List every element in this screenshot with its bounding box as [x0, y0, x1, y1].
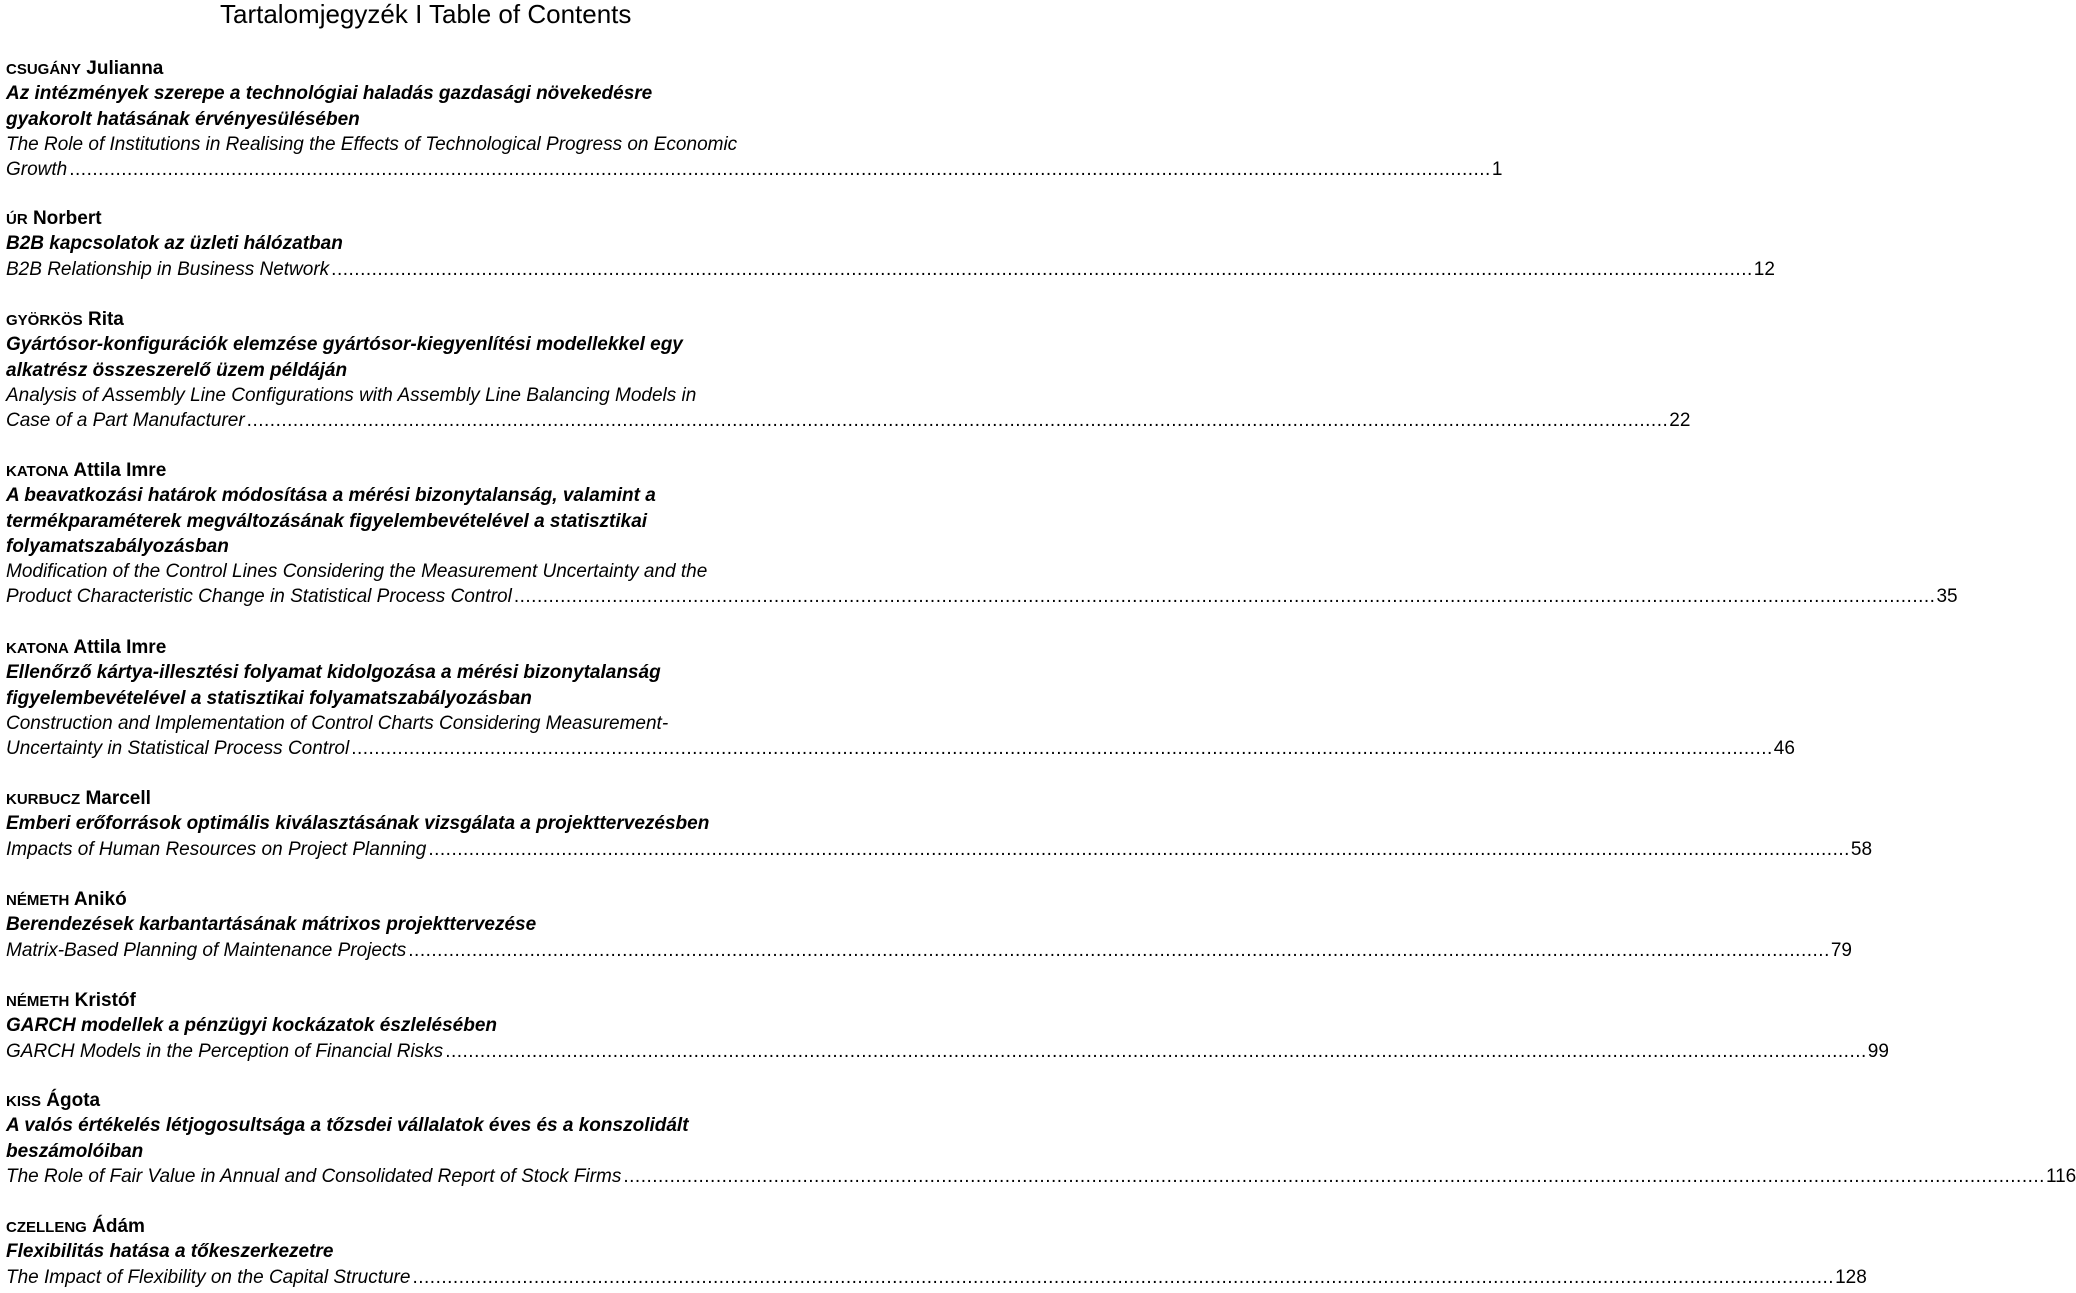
dot-leader: ......................................................................................................................................................................................................................................................	[428, 838, 1850, 860]
hungarian-title-line: Flexibilitás hatása a tőkeszerkezetre	[6, 1241, 334, 1263]
english-title-text: B2B Relationship in Business Network	[6, 258, 330, 280]
hungarian-title-line: alkatrész összeszerelő üzem példáján	[6, 359, 348, 381]
dot-leader: ......................................................................................................................................................................................................................................................	[412, 1266, 1835, 1288]
toc-entry[interactable]	[6, 887, 1852, 963]
hungarian-title-line: Berendezések karbantartásának mátrixos projekttervezése	[6, 914, 537, 936]
toc-entry[interactable]	[6, 786, 1873, 862]
page-number[interactable]: 1	[1491, 159, 1503, 181]
hungarian-title-line: B2B kapcsolatok az üzleti hálózatban	[6, 233, 343, 255]
author-surname: CZELLENG	[6, 1219, 87, 1236]
toc-entry[interactable]	[6, 56, 1503, 182]
english-title-last-line	[6, 1265, 1867, 1290]
author-surname: CSUGÁNY	[6, 61, 82, 78]
page-number[interactable]: 58	[1850, 838, 1873, 860]
toc-author	[6, 1088, 958, 1113]
author-given-name: Attila Imre	[73, 637, 167, 658]
author-surname: KATONA	[6, 463, 69, 480]
english-title-last-line	[6, 837, 1873, 862]
english-title-last-line	[6, 408, 1691, 433]
toc-author	[6, 887, 958, 912]
hungarian-title-line: termékparaméterek megváltozásának figyelembevételével a statisztikai	[6, 510, 648, 532]
english-title-line: Analysis of Assembly Line Configurations with Assembly Line Balancing Models in	[6, 384, 697, 406]
author-surname: GYÖRKÖS	[6, 312, 83, 329]
hungarian-title-line: Gyártósor-konfigurációk elemzése gyártósor-kiegyenlítési modellekkel egy	[6, 334, 683, 356]
english-title-text: Case of a Part Manufacturer	[6, 410, 245, 432]
toc-author	[6, 988, 958, 1013]
dot-leader: ......................................................................................................................................................................................................................................................	[69, 159, 1491, 181]
dot-leader: ......................................................................................................................................................................................................................................................	[331, 258, 1753, 280]
author-given-name: Julianna	[86, 58, 164, 79]
hungarian-title-line: A valós értékelés létjogosultsága a tőzsdei vállalatok éves és a konszolidált	[6, 1115, 689, 1137]
author-given-name: Attila Imre	[73, 460, 167, 481]
page-number[interactable]: 35	[1936, 586, 1958, 608]
english-title-line: The Role of Institutions in Realising the Effects of Technological Progress on Economic	[6, 133, 738, 155]
page-title: Tartalomjegyzék I Table of Contents	[220, 0, 632, 29]
english-title-last-line	[6, 1164, 2076, 1189]
page-number[interactable]: 116	[2045, 1165, 2076, 1187]
english-title-line: Construction and Implementation of Control Charts Considering Measurement-	[6, 712, 669, 734]
hungarian-title-line: figyelembevételével a statisztikai folyamatszabályozásban	[6, 687, 532, 709]
dot-leader: ......................................................................................................................................................................................................................................................	[623, 1165, 2045, 1187]
dot-leader: ......................................................................................................................................................................................................................................................	[408, 939, 1830, 961]
toc-entry[interactable]	[6, 1214, 1867, 1290]
author-surname: ÚR	[6, 211, 28, 228]
dot-leader: ......................................................................................................................................................................................................................................................	[513, 586, 1936, 608]
hungarian-title-line: gyakorolt hatásának érvényesülésében	[6, 108, 360, 130]
toc-author	[6, 56, 958, 81]
hungarian-title-line: Ellenőrző kártya-illesztési folyamat kidolgozása a mérési bizonytalanság	[6, 662, 661, 684]
toc-entry[interactable]	[6, 458, 1958, 610]
english-title-last-line	[6, 938, 1852, 963]
author-given-name: Norbert	[32, 208, 102, 229]
english-title-line: Modification of the Control Lines Considering the Measurement Uncertainty and the	[6, 561, 708, 583]
english-title-text: GARCH Models in the Perception of Financial Risks	[6, 1040, 444, 1062]
page-number[interactable]: 79	[1830, 939, 1852, 961]
page-number[interactable]: 128	[1835, 1266, 1867, 1288]
english-title-text: The Role of Fair Value in Annual and Consolidated Report of Stock Firms	[6, 1165, 622, 1187]
hungarian-title-line: Emberi erőforrások optimális kiválasztásának vizsgálata a projekttervezésben	[6, 813, 710, 835]
toc-author	[6, 307, 958, 332]
english-title-text: Impacts of Human Resources on Project Planning	[6, 838, 427, 860]
english-title-last-line	[6, 1039, 1889, 1064]
hungarian-title-line: GARCH modellek a pénzügyi kockázatok észlelésében	[6, 1015, 498, 1037]
author-given-name: Ágota	[46, 1090, 101, 1111]
toc-entry[interactable]	[6, 307, 1691, 433]
hungarian-title-line: folyamatszabályozásban	[6, 535, 229, 557]
dot-leader: ......................................................................................................................................................................................................................................................	[351, 738, 1773, 760]
author-given-name: Anikó	[73, 889, 127, 910]
page-number[interactable]: 22	[1669, 410, 1691, 432]
english-title-text: Product Characteristic Change in Statistical Process Control	[6, 586, 512, 608]
toc-entry[interactable]	[6, 206, 1775, 282]
english-title-last-line	[6, 584, 1958, 609]
toc-author	[6, 786, 958, 811]
dot-leader: ......................................................................................................................................................................................................................................................	[246, 410, 1669, 432]
author-surname: KATONA	[6, 640, 69, 657]
hungarian-title-line: Az intézmények szerepe a technológiai haladás gazdasági növekedésre	[6, 83, 653, 105]
author-given-name: Kristóf	[74, 990, 136, 1011]
page-number[interactable]: 46	[1773, 738, 1795, 760]
english-title-text: Uncertainty in Statistical Process Control	[6, 738, 350, 760]
english-title-last-line	[6, 736, 1795, 761]
english-title-text: Growth	[6, 159, 68, 181]
author-given-name: Marcell	[85, 788, 151, 809]
toc-author	[6, 635, 958, 660]
english-title-last-line	[6, 257, 1775, 282]
author-surname: KISS	[6, 1093, 42, 1110]
author-surname: NÉMETH	[6, 892, 70, 909]
english-title-text: The Impact of Flexibility on the Capital Structure	[6, 1266, 411, 1288]
author-surname: KURBUCZ	[6, 791, 81, 808]
page-number[interactable]: 99	[1867, 1040, 1889, 1062]
toc-author	[6, 458, 958, 483]
toc-entry[interactable]	[6, 1088, 2076, 1189]
english-title-text: Matrix-Based Planning of Maintenance Projects	[6, 939, 407, 961]
hungarian-title-line: A beavatkozási határok módosítása a mérési bizonytalanság, valamint a	[6, 485, 656, 507]
toc-entry[interactable]	[6, 635, 1795, 761]
author-given-name: Ádám	[92, 1216, 145, 1237]
author-given-name: Rita	[87, 309, 124, 330]
toc-author	[6, 1214, 958, 1239]
dot-leader: ......................................................................................................................................................................................................................................................	[445, 1040, 1867, 1062]
english-title-last-line	[6, 157, 1503, 182]
toc-author	[6, 206, 958, 231]
hungarian-title-line: beszámolóiban	[6, 1140, 144, 1162]
toc-entry[interactable]	[6, 988, 1889, 1064]
author-surname: NÉMETH	[6, 993, 70, 1010]
page-number[interactable]: 12	[1753, 258, 1775, 280]
